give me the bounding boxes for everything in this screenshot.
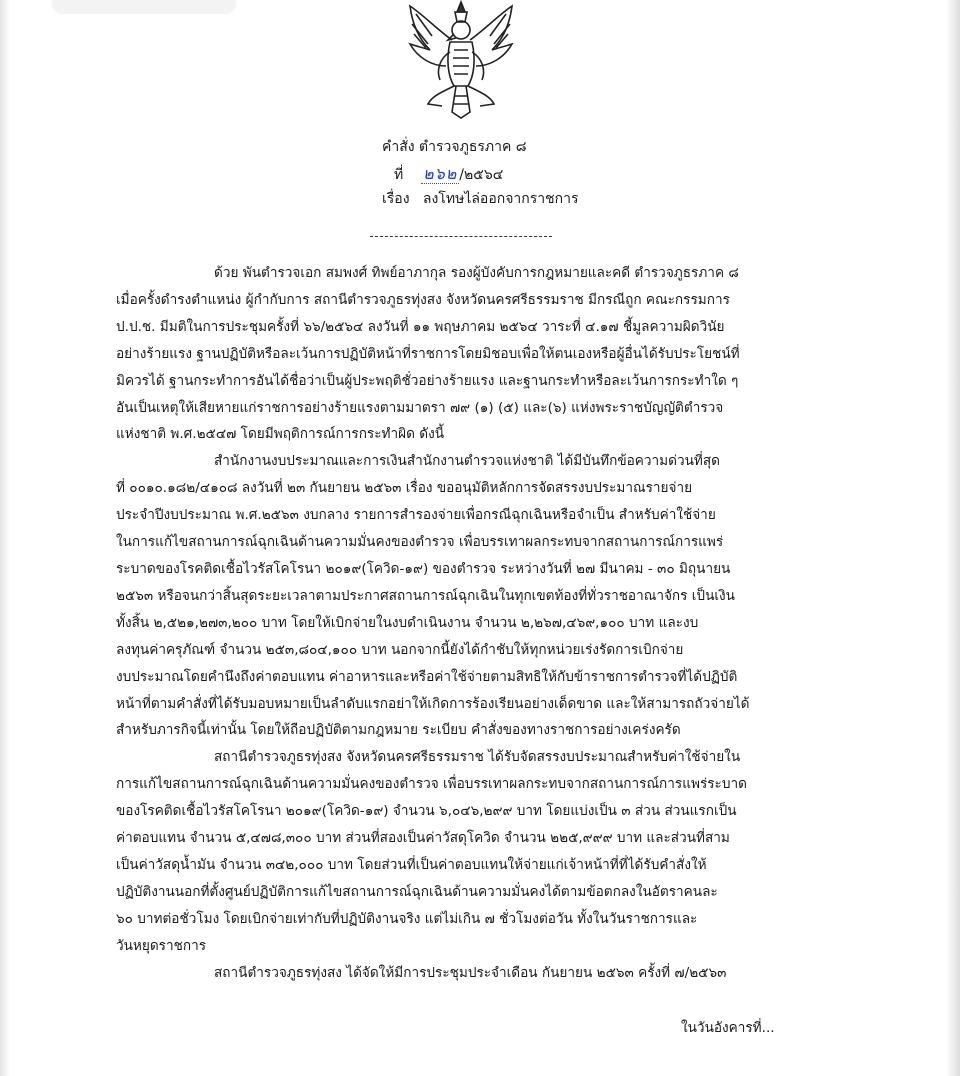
paragraph [116, 448, 836, 744]
order-number-handwritten: ๒๖๒ [423, 164, 458, 183]
paragraph-line: ระบาดของโรคติดเชื้อไวรัสโคโรนา ๒๐๑๙(โควิด-๑๙) ของตำรวจ ระหว่างวันที่ ๒๗ มีนาคม - ๓๐ มิถุนายน [116, 560, 731, 577]
order-title: คำสั่ง ตำรวจภูธรภาค ๘ [382, 139, 527, 155]
paragraph-line: ของโรคติดเชื้อไวรัสโคโรนา ๒๐๑๙(โควิด-๑๙) จำนวน ๖,๐๔๖,๒๙๙ บาท โดยแบ่งเป็น ๓ ส่วน ส่วนแรกเป็น [116, 803, 737, 820]
paragraph-line: หน้าที่ตามคำสั่งที่ได้รับมอบหมายเป็นลำดับแรกอย่าให้เกิดการร้องเรียนอย่างเด็ดขาด และให้สามารถถัวจ่ายได้ [116, 695, 750, 712]
paragraph-line: ลงทุนค่าครุภัณฑ์ จำนวน ๒๕๓,๘๐๔,๑๐๐ บาท นอกจากนี้ยังได้กำชับให้ทุกหน่วยเร่งรัดการเบิกจ่าย [116, 641, 684, 658]
order-subject-text: ลงโทษไล่ออกจากราชการ [422, 191, 579, 207]
paragraph-line: สำนักงานงบประมาณและการเงินสำนักงานตำรวจแห่งชาติ ได้มีบันทึกข้อความด่วนที่สุด [214, 453, 720, 470]
document-body [116, 260, 836, 986]
paragraph-line: เมื่อครั้งดำรงตำแหน่ง ผู้กำกับการ สถานีตำรวจภูธรทุ่งสง จังหวัดนครศรีธรรมราช มีกรณีถูก คณะกรรมการ [116, 291, 730, 308]
order-subject [382, 188, 960, 210]
paragraph [116, 960, 836, 987]
paragraph-line: ในการแก้ไขสถานการณ์ฉุกเฉินด้านความมั่นคงของตำรวจ เพื่อบรรเทาผลกระทบจากสถานการณ์การแพร่ [116, 534, 724, 551]
paragraph-line: ป.ป.ช. มีมติในการประชุมครั้งที่ ๖๖/๒๕๖๔ ลงวันที่ ๑๑ พฤษภาคม ๒๕๖๔ วาระที่ ๔.๑๗ ชี้มูลความผิดวินัย [116, 318, 725, 335]
order-number-suffix: /๒๕๖๔ [459, 167, 504, 183]
paragraph-line: ทั้งสิ้น ๒,๕๒๑,๒๗๓,๒๐๐ บาท โดยให้เบิกจ่ายในงบดำเนินงาน จำนวน ๒,๒๖๗,๔๖๙,๑๐๐ บาท และงบ [116, 614, 699, 631]
paragraph-line: สำหรับภารกิจนี้เท่านั้น โดยให้ถือปฏิบัติตามกฎหมาย ระเบียบ คำสั่งของทางราชการอย่างเคร่งครัด [116, 722, 681, 739]
paragraph-line: ๒๕๖๓ หรือจนกว่าสิ้นสุดระยะเวลาตามประกาศสถานการณ์ฉุกเฉินในทุกเขตท้องที่ทั่วราชอาณาจักร เป็นเงิน [116, 587, 735, 604]
paragraph-line: แห่งชาติ พ.ศ.๒๕๔๗ โดยมีพฤติการณ์การกระทำผิด ดังนี้ [116, 426, 444, 443]
page-continuation: ในวันอังคารที่... [681, 1020, 775, 1036]
order-subject-label: เรื่อง [382, 191, 410, 207]
paragraph-line: ประจำปีงบประมาณ พ.ศ.๒๕๖๓ งบกลาง รายการสำรองจ่ายเพื่อกรณีฉุกเฉินหรือจำเป็น สำหรับค่าใช้จ่าย [116, 507, 716, 524]
paragraph [116, 260, 836, 448]
paragraph-line: อันเป็นเหตุให้เสียหายแก่ราชการอย่างร้ายแรงตามมาตรา ๗๙ (๑) (๕) และ(๖) แห่งพระราชบัญญัติตำรวจ [116, 399, 724, 416]
order-number-prefix: ที่ [394, 167, 404, 183]
page-edge-left [0, 0, 10, 1076]
garuda-emblem-icon [402, 0, 520, 122]
paragraph-line: มิควรได้ ฐานกระทำการอันได้ชื่อว่าเป็นผู้ประพฤติชั่วอย่างร้ายแรง และฐานกระทำหรือละเว้นการกระทำใด ๆ [116, 372, 739, 389]
paragraph-line: ค่าตอบแทน จำนวน ๕,๔๗๘,๓๐๐ บาท ส่วนที่สองเป็นค่าวัสดุโควิด จำนวน ๒๒๕,๙๙๙ บาท และส่วนที่สาม [116, 830, 730, 847]
scan-tab-overlay [52, 0, 236, 14]
paragraph-line: การแก้ไขสถานการณ์ฉุกเฉินด้านความมั่นคงของตำรวจ เพื่อบรรเทาผลกระทบจากสถานการณ์การแพร่ระบาด [116, 776, 747, 793]
header-divider [370, 236, 552, 237]
paragraph-line: สถานีตำรวจภูธรทุ่งสง ได้จัดให้มีการประชุมประจำเดือน กันยายน ๒๕๖๓ ครั้งที่ ๗/๒๕๖๓ [214, 964, 727, 981]
paragraph [116, 744, 836, 959]
paragraph-line: ๖๐ บาทต่อชั่วโมง โดยเบิกจ่ายเท่ากับที่ปฏิบัติงานจริง แต่ไม่เกิน ๗ ชั่วโมงต่อวัน ทั้งในวันราชการและ [116, 910, 698, 927]
paragraph-line: เป็นค่าวัสดุน้ำมัน จำนวน ๓๔๒,๐๐๐ บาท โดยส่วนที่เป็นค่าตอบแทนให้จ่ายแก่เจ้าหน้าที่ที่ได้รับคำสั่งให้ [116, 856, 707, 873]
paragraph-line: สถานีตำรวจภูธรทุ่งสง จังหวัดนครศรีธรรมราช ได้รับจัดสรรงบประมาณสำหรับค่าใช้จ่ายใน [214, 749, 741, 766]
order-number [394, 162, 960, 187]
paragraph-line: วันหยุดราชการ [116, 937, 207, 954]
paragraph-line: ปฏิบัติงานนอกที่ตั้งศูนย์ปฏิบัติการแก้ไขสถานการณ์ฉุกเฉินด้านความมั่นคงได้ตามข้อตกลงในอัตราคนละ [116, 883, 718, 900]
paragraph-line: ที่ ๐๐๑๐.๑๘๒/๔๑๐๘ ลงวันที่ ๒๓ กันยายน ๒๕๖๓ เรื่อง ขออนุมัติหลักการจัดสรรงบประมาณรายจ่าย [116, 480, 693, 497]
paragraph-line: อย่างร้ายแรง ฐานปฏิบัติหรือละเว้นการปฏิบัติหน้าที่ราชการโดยมิชอบเพื่อให้ตนเองหรือผู้อื่นได้รับประโยชน์ที่ [116, 345, 740, 362]
paragraph-line: งบประมาณโดยคำนึงถึงค่าตอบแทน ค่าอาหารและหรือค่าใช้จ่ายตามสิทธิให้กับข้าราชการตำรวจที่ได้ปฏิบัติ [116, 668, 738, 685]
paragraph-line: ด้วย พันตำรวจเอก สมพงศ์ ทิพย์อาภากุล รองผู้บังคับการกฎหมายและคดี ตำรวจภูธรภาค ๘ [214, 265, 739, 281]
